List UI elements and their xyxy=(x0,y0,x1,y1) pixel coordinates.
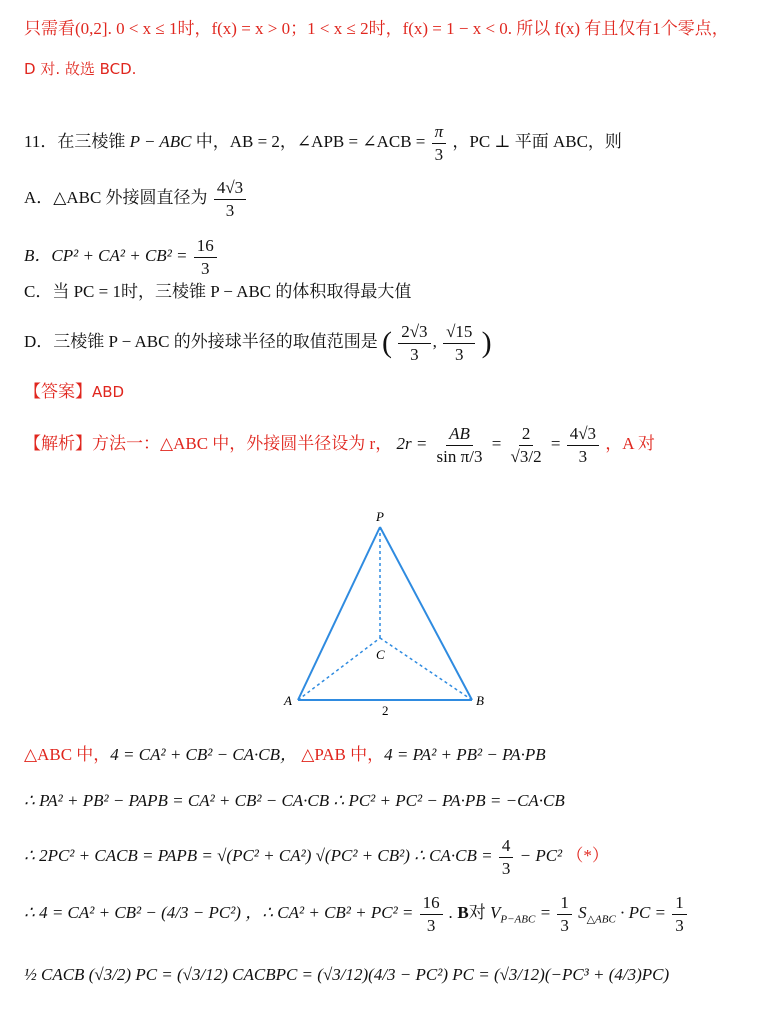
stem-part-a: 11．在三棱锥 xyxy=(24,131,126,151)
analysis-text: 方法一：△ABC 中，外接圆半径设为 r， xyxy=(92,433,393,453)
derivation-line-5: ½ CACB (√3/2) PC = (√3/12) CACBPC = (√3/12)(4/3 − PC²) PC = (√3/12)(−PC³ + (4/3)PC) xyxy=(24,965,670,984)
stem-part-b: P − ABC xyxy=(129,131,192,151)
line4-frac-2 xyxy=(557,893,572,935)
label-c: C xyxy=(376,647,385,662)
frac-num: 1 xyxy=(557,893,572,915)
frac-den: 3 xyxy=(560,915,569,935)
analysis-frac-1 xyxy=(434,424,486,466)
question-11-stem xyxy=(24,122,622,164)
label-ab-length: 2 xyxy=(382,703,389,718)
analysis-tail: ，A 对 xyxy=(605,433,655,453)
frac-num: 4 xyxy=(499,836,514,858)
option-b-text: B．CP² + CA² + CB² = xyxy=(24,245,188,265)
eq-1: 4 = CA² + CB² − CA·CB， xyxy=(110,745,298,764)
derivation-line-3 xyxy=(24,836,609,878)
frac-num: 16 xyxy=(420,893,443,915)
option-c: C．当 PC = 1时，三棱锥 P − ABC 的体积取得最大值 xyxy=(24,282,412,301)
frac-den: 3 xyxy=(675,915,684,935)
label-a: A xyxy=(284,693,292,708)
triangle-abc-label: △ABC 中， xyxy=(24,745,111,764)
frac-den: 3 xyxy=(578,446,588,466)
line4-paren: (4/3 − PC²) xyxy=(161,902,241,922)
line4-frac-1 xyxy=(420,893,443,935)
derivation-line-1 xyxy=(24,746,546,763)
frac-num: 16 xyxy=(194,236,217,258)
equals: = xyxy=(539,902,552,922)
option-b xyxy=(24,236,219,278)
stem-part-c: 中，AB = 2，∠APB = ∠ACB = xyxy=(195,131,426,151)
equals: = xyxy=(550,433,561,453)
edge-pa xyxy=(298,527,380,700)
eq-2: 4 = PA² + PB² − PA·PB xyxy=(384,745,546,764)
label-b: B xyxy=(476,693,484,708)
analysis-line xyxy=(24,424,655,466)
option-d-fraction-2 xyxy=(443,322,475,364)
equals: = xyxy=(491,433,502,453)
option-d-text: D．三棱锥 P − ABC 的外接球半径的取值范围是 xyxy=(24,331,378,351)
answer-label: 【答案】 xyxy=(24,382,92,401)
stem-part-f: ，PC ⊥ 平面 ABC，则 xyxy=(452,131,622,151)
frac-num: AB xyxy=(446,424,473,446)
frac-num: 2 xyxy=(519,424,534,446)
prev-solution-line-1: 只需看(0,2]. 0 < x ≤ 1时，f(x) = x > 0；1 < x ≤ 2时，f(x) = 1 − x < 0. 所以 f(x) 有且仅有1个零点， xyxy=(24,19,729,38)
derivation-line-2: ∴ PA² + PB² − PAPB = CA² + CB² − CA·CB ∴ PC² + PC² − PA·PB = −CA·CB xyxy=(24,791,565,810)
line3-b: − PC² xyxy=(519,845,563,865)
frac-den: 3 xyxy=(434,144,444,164)
frac-den: √3/2 xyxy=(510,446,542,466)
line3-frac xyxy=(499,836,514,878)
analysis-label: 【解析】 xyxy=(24,433,92,453)
line4-frac-3 xyxy=(672,893,687,935)
frac-num: √15 xyxy=(443,322,475,344)
frac-num: 2√3 xyxy=(398,322,430,344)
line4-s-sub: △ABC xyxy=(586,913,616,926)
frac-den: 3 xyxy=(454,344,464,364)
frac-den: 3 xyxy=(225,200,235,220)
pi-over-3 xyxy=(432,122,447,164)
line3-star: （*） xyxy=(566,845,609,865)
line4-dui: 对 xyxy=(468,902,486,922)
right-paren: ) xyxy=(481,326,492,360)
triangle-pab-label: △PAB 中， xyxy=(301,745,385,764)
frac-den: 3 xyxy=(201,258,210,278)
line4-bold-b: B xyxy=(457,902,469,922)
option-d-fraction-1 xyxy=(398,322,430,364)
line4-v: V xyxy=(490,902,501,922)
line4-b: ，∴ CA² + CB² + PC² = xyxy=(245,902,414,922)
prev-solution-line-2: D 对. 故选 BCD. xyxy=(24,60,137,78)
option-b-fraction xyxy=(194,236,217,278)
answer-value: ABD xyxy=(92,383,125,401)
analysis-frac-3 xyxy=(567,424,599,466)
frac-den: sin π/3 xyxy=(436,446,483,466)
option-a xyxy=(24,178,248,220)
frac-num: 1 xyxy=(672,893,687,915)
line4-a: ∴ 4 = CA² + CB² − xyxy=(24,902,157,922)
edge-pb xyxy=(380,527,472,700)
frac-den: 3 xyxy=(501,858,511,878)
frac-den: 3 xyxy=(410,344,419,364)
tetrahedron-figure xyxy=(270,505,500,720)
line3-a: ∴ 2PC² + CACB = PAPB = √(PC² + CA²) √(PC² + CB²) ∴ CA·CB = xyxy=(24,845,493,865)
derivation-line-4 xyxy=(24,893,689,935)
edge-ac xyxy=(298,638,380,700)
option-a-fraction xyxy=(214,178,246,220)
period: . xyxy=(448,902,454,922)
left-paren: ( xyxy=(381,326,392,360)
answer-line xyxy=(24,383,124,400)
label-p: P xyxy=(376,509,384,524)
line4-v-sub: P−ABC xyxy=(500,913,536,926)
frac-num: 4√3 xyxy=(214,178,246,200)
frac-den: 3 xyxy=(426,915,436,935)
line4-h: · PC = xyxy=(620,902,667,922)
analysis-frac-2 xyxy=(508,424,545,466)
option-d: D．三棱锥 P − ABC 的外接球半径的取值范围是 ( $\frac{2√3}{3}$ , $\frac{√15}{3}$ ) xyxy=(24,322,492,364)
frac-num: 4√3 xyxy=(567,424,599,446)
option-a-text: A．△ABC 外接圆直径为 xyxy=(24,187,208,207)
analysis-eq: 2r = xyxy=(396,433,428,453)
edge-bc xyxy=(380,638,472,700)
frac-num: π xyxy=(432,122,447,144)
line4-s: S xyxy=(578,902,587,922)
